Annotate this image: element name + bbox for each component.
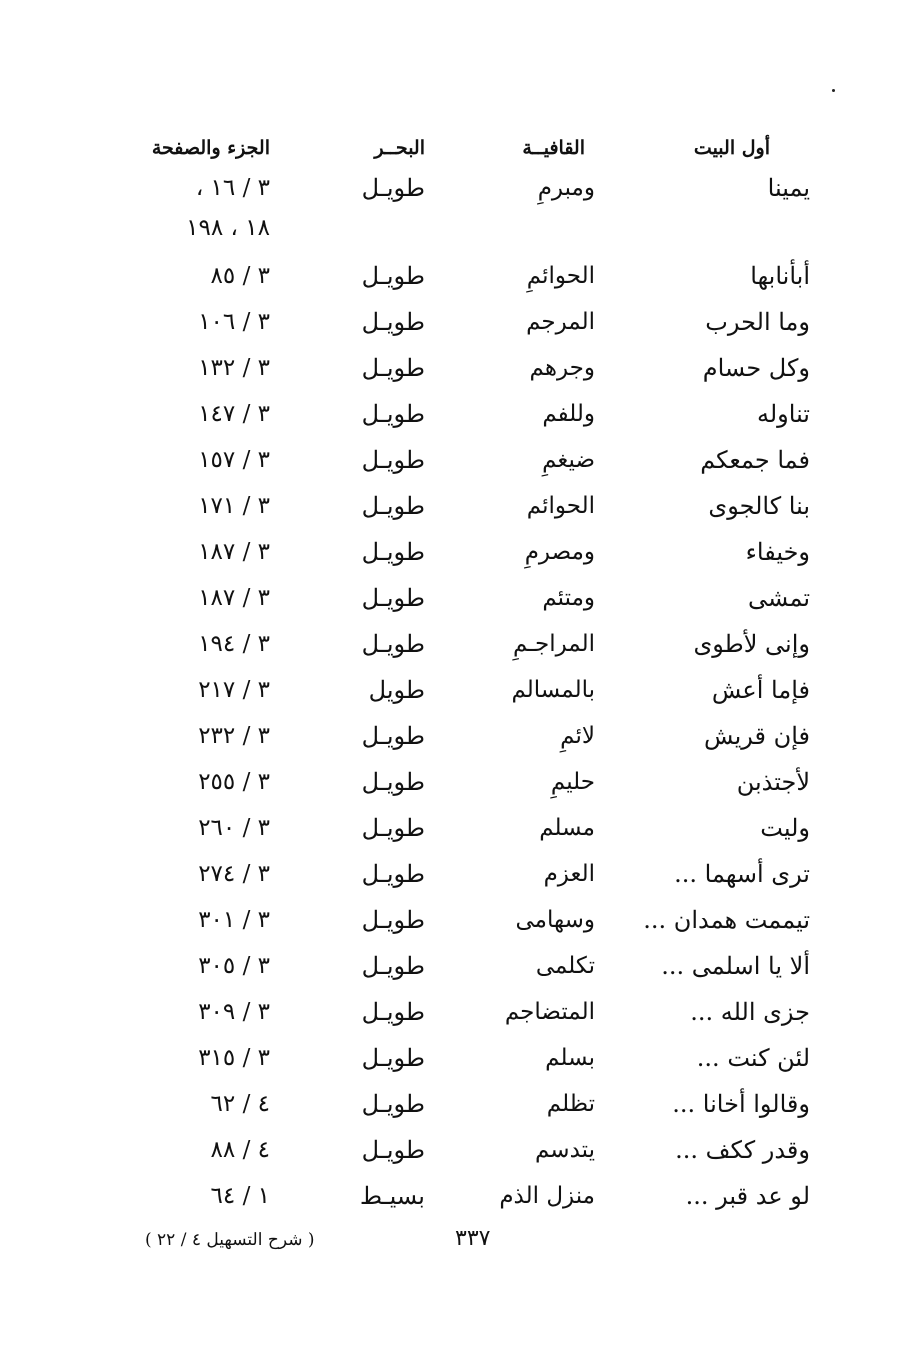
table-row [140,900,820,946]
rhyme-cell: لائمِ [560,723,595,749]
meter-cell: طويـل [361,630,425,658]
ref-cell-continuation: ١٨ ، ١٩٨ [186,215,270,241]
table-row [140,1130,820,1176]
ref-cell: ٣ / ٢٦٠ [198,815,270,841]
ref-cell: ٤ / ٦٢ [210,1091,270,1117]
meter-cell: بسيـط [359,1182,425,1210]
ref-cell: ٣ / ١٥٧ [198,447,270,473]
meter-cell: طويـل [361,998,425,1026]
meter-cell: طويـل [361,262,425,290]
rhyme-cell: حليمِ [550,769,595,795]
ref-cell: ٣ / ٢١٧ [198,677,270,703]
rhyme-cell: مسلم [539,815,595,841]
stray-mark [832,89,835,92]
table-row [140,946,820,992]
ref-cell: ٣ / ١٤٧ [198,401,270,427]
meter-cell: طويـل [361,1090,425,1118]
meter-cell: طويـل [361,768,425,796]
verse-cell: فإن قريش [703,722,810,750]
verse-cell: وإنى لأطوى [693,630,810,658]
rhyme-cell: ومتئم [542,585,595,611]
verse-cell: يمينا [767,174,810,202]
verse-cell: وما الحرب [705,308,810,336]
page-number: ٣٣٧ [455,1226,491,1251]
table-row [140,256,820,302]
meter-cell: طويـل [361,492,425,520]
source-reference: ( شرح التسهيل ٤ / ٢٢ ) [145,1230,315,1250]
meter-cell: طويـل [361,1136,425,1164]
ref-cell: ٣ / ١٩٤ [198,631,270,657]
rhyme-cell: وللفم [542,401,595,427]
table-row [140,762,820,808]
verse-cell: فما جمعكم [700,446,810,474]
ref-cell: ٣ / ٢٣٢ [198,723,270,749]
verse-cell: لأجتذبن [736,768,810,796]
ref-cell: ٣ / ١٣٢ [198,355,270,381]
table-row [140,670,820,716]
header-rhyme: القافيــة [522,137,585,159]
ref-cell: ٣ / ١٧١ [198,493,270,519]
table-body [140,168,820,1222]
table-row [140,348,820,394]
header-meter: البحــر [374,137,425,159]
verse-cell: وقالوا أخانا ... [672,1090,810,1118]
ref-cell: ٣ / ٣٠١ [198,907,270,933]
header-verse: أول البيت [693,137,770,159]
header-ref: الجزء والصفحة [151,137,270,159]
verse-cell: فإما أعش [711,676,810,704]
meter-cell: طويـل [361,860,425,888]
meter-cell: طويـل [361,308,425,336]
ref-cell: ٣ / ١٠٦ [198,309,270,335]
verse-cell: ألا يا اسلمى ... [661,952,810,980]
verse-cell: بنا كالجوى [708,492,810,520]
ref-cell: ٣ / ٣٠٥ [198,953,270,979]
ref-cell: ٣ / ٢٧٤ [198,861,270,887]
meter-cell: طويـل [361,354,425,382]
meter-cell: طويـل [361,446,425,474]
meter-cell: طويـل [361,400,425,428]
meter-cell: طويـل [361,174,425,202]
verse-cell: لو عد قبر ... [685,1182,810,1210]
meter-cell: طويـل [361,722,425,750]
rhyme-cell: بسلم [545,1045,595,1071]
table-row [140,578,820,624]
table-row [140,854,820,900]
rhyme-cell: ومصرمِ [524,539,595,565]
meter-cell: طويـل [361,584,425,612]
meter-cell: طويـل [361,906,425,934]
verse-cell: وخيفاء [745,538,810,566]
rhyme-cell: منزل الذم [499,1183,595,1209]
rhyme-cell: المراجـمِ [512,631,595,657]
rhyme-cell: تظلم [546,1091,595,1117]
ref-cell: ٣ / ٣١٥ [198,1045,270,1071]
ref-cell: ٣ / ١٦ ، [195,175,270,201]
verse-index-table [140,128,820,1222]
table-row [140,302,820,348]
meter-cell: طويـل [361,952,425,980]
verse-cell: تناوله [756,400,810,428]
rhyme-cell: ضيغمِ [542,447,595,473]
ref-cell: ٣ / ١٨٧ [198,539,270,565]
table-row [140,168,820,256]
rhyme-cell: العزم [543,861,595,887]
ref-cell: ٣ / ٣٠٩ [198,999,270,1025]
table-row [140,992,820,1038]
table-row [140,440,820,486]
table-row [140,532,820,578]
table-row [140,1176,820,1222]
verse-cell: تمشى [748,584,810,612]
table-row [140,1084,820,1130]
verse-cell: جزى الله ... [690,998,810,1026]
table-row [140,394,820,440]
verse-cell: وليت [760,814,810,842]
rhyme-cell: وسهامى [515,907,595,933]
verse-cell: لئن كنت ... [696,1044,810,1072]
verse-cell: أبأنابها [750,262,810,290]
rhyme-cell: الحوائمِ [526,263,595,289]
verse-cell: تيممت همدان ... [643,906,810,934]
table-header [140,128,820,168]
meter-cell: طويل [368,676,425,704]
verse-cell: وقدر ككف ... [675,1136,810,1164]
rhyme-cell: المتضاجم [504,999,595,1025]
ref-cell: ٣ / ١٨٧ [198,585,270,611]
ref-cell: ٣ / ٢٥٥ [198,769,270,795]
table-row [140,716,820,762]
rhyme-cell: يتدسم [535,1137,595,1163]
table-row [140,1038,820,1084]
table-row [140,808,820,854]
ref-cell: ٤ / ٨٨ [210,1137,270,1163]
verse-cell: وكل حسام [702,354,810,382]
table-row [140,486,820,532]
ref-cell: ١ / ٦٤ [210,1183,270,1209]
rhyme-cell: المرجم [526,309,595,335]
table-row [140,624,820,670]
meter-cell: طويـل [361,1044,425,1072]
rhyme-cell: وجرهم [529,355,595,381]
meter-cell: طويـل [361,814,425,842]
rhyme-cell: الحوائم [526,493,595,519]
meter-cell: طويـل [361,538,425,566]
verse-cell: ترى أسهما ... [674,860,810,888]
rhyme-cell: بالمسالم [511,677,595,703]
rhyme-cell: تكلمى [535,953,595,979]
ref-cell: ٣ / ٨٥ [210,263,270,289]
rhyme-cell: ومبرمِ [537,175,595,201]
